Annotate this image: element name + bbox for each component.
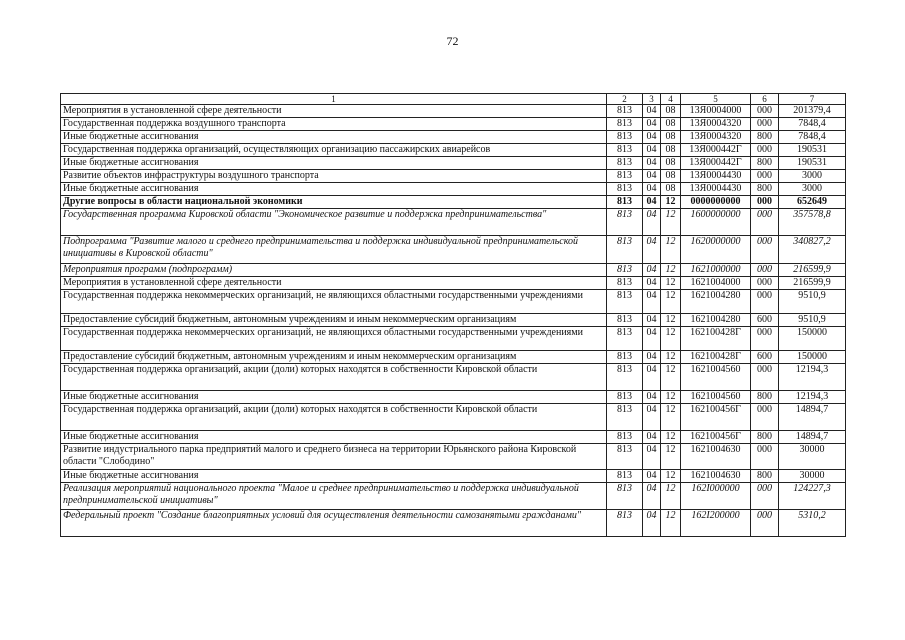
cell-section: 04 <box>643 314 661 327</box>
cell-expense-type: 000 <box>751 510 779 537</box>
cell-name: Государственная программа Кировской области "Экономическое развитие и поддержка предпринимательства" <box>61 209 607 236</box>
cell-section: 04 <box>643 510 661 537</box>
table-body <box>61 105 846 537</box>
cell-amount: 30000 <box>779 470 846 483</box>
cell-target-article: 13Я0004430 <box>681 170 751 183</box>
cell-ministry-code: 813 <box>607 209 643 236</box>
cell-section: 04 <box>643 290 661 314</box>
cell-expense-type: 000 <box>751 118 779 131</box>
table-row <box>61 431 846 444</box>
cell-name: Развитие объектов инфраструктуры воздушного транспорта <box>61 170 607 183</box>
cell-target-article: 1621004000 <box>681 277 751 290</box>
cell-amount: 7848,4 <box>779 118 846 131</box>
cell-expense-type: 000 <box>751 209 779 236</box>
cell-subsection: 08 <box>661 144 681 157</box>
cell-ministry-code: 813 <box>607 404 643 431</box>
cell-ministry-code: 813 <box>607 170 643 183</box>
cell-name: Государственная поддержка организаций, акции (доли) которых находятся в собственности Кировской области <box>61 364 607 391</box>
table-row <box>61 277 846 290</box>
cell-section: 04 <box>643 144 661 157</box>
cell-target-article: 162100428Г <box>681 351 751 364</box>
cell-ministry-code: 813 <box>607 510 643 537</box>
cell-target-article: 13Я0004320 <box>681 118 751 131</box>
cell-amount: 357578,8 <box>779 209 846 236</box>
cell-subsection: 12 <box>661 277 681 290</box>
cell-ministry-code: 813 <box>607 391 643 404</box>
cell-amount: 216599,9 <box>779 277 846 290</box>
cell-subsection: 12 <box>661 327 681 351</box>
header-col-3: 3 <box>643 94 661 105</box>
cell-name: Предоставление субсидий бюджетным, автономным учреждениям и иным некоммерческим организациям <box>61 314 607 327</box>
cell-subsection: 12 <box>661 483 681 510</box>
cell-expense-type: 600 <box>751 351 779 364</box>
table-row <box>61 105 846 118</box>
cell-section: 04 <box>643 431 661 444</box>
cell-expense-type: 000 <box>751 327 779 351</box>
cell-ministry-code: 813 <box>607 236 643 264</box>
cell-target-article: 13Я0004320 <box>681 131 751 144</box>
cell-ministry-code: 813 <box>607 364 643 391</box>
cell-ministry-code: 813 <box>607 196 643 209</box>
cell-section: 04 <box>643 404 661 431</box>
cell-name: Государственная поддержка организаций, осуществляющих организацию пассажирских авиарейсов <box>61 144 607 157</box>
cell-ministry-code: 813 <box>607 118 643 131</box>
cell-amount: 190531 <box>779 157 846 170</box>
cell-name: Государственная поддержка некоммерческих организаций, не являющихся областными государственными учреждениями <box>61 327 607 351</box>
cell-subsection: 12 <box>661 351 681 364</box>
cell-name: Иные бюджетные ассигнования <box>61 391 607 404</box>
table-row <box>61 444 846 470</box>
cell-section: 04 <box>643 236 661 264</box>
cell-ministry-code: 813 <box>607 277 643 290</box>
table-row <box>61 391 846 404</box>
cell-ministry-code: 813 <box>607 483 643 510</box>
table-row <box>61 264 846 277</box>
cell-ministry-code: 813 <box>607 183 643 196</box>
cell-ministry-code: 813 <box>607 131 643 144</box>
cell-amount: 340827,2 <box>779 236 846 264</box>
table-row <box>61 183 846 196</box>
cell-subsection: 08 <box>661 170 681 183</box>
cell-target-article: 1621004280 <box>681 314 751 327</box>
cell-name: Государственная поддержка воздушного транспорта <box>61 118 607 131</box>
cell-section: 04 <box>643 364 661 391</box>
cell-name: Федеральный проект "Создание благоприятных условий для осуществления деятельности самозанятыми гражданами" <box>61 510 607 537</box>
cell-amount: 124227,3 <box>779 483 846 510</box>
table-header-row <box>61 94 846 105</box>
header-col-5: 5 <box>681 94 751 105</box>
cell-name: Государственная поддержка некоммерческих организаций, не являющихся областными государственными учреждениями <box>61 290 607 314</box>
cell-expense-type: 000 <box>751 144 779 157</box>
table-row <box>61 483 846 510</box>
cell-name: Развитие индустриального парка предприятий малого и среднего бизнеса на территории Юрьянского района Кировской области "Слободино" <box>61 444 607 470</box>
cell-ministry-code: 813 <box>607 431 643 444</box>
table-row <box>61 170 846 183</box>
cell-subsection: 12 <box>661 364 681 391</box>
cell-target-article: 13Я000442Г <box>681 157 751 170</box>
cell-name: Подпрограмма "Развитие малого и среднего предпринимательства и поддержка индивидуальной предпринимательской инициативы в Кировской области" <box>61 236 607 264</box>
cell-section: 04 <box>643 444 661 470</box>
cell-amount: 190531 <box>779 144 846 157</box>
cell-expense-type: 000 <box>751 170 779 183</box>
cell-expense-type: 000 <box>751 236 779 264</box>
cell-section: 04 <box>643 470 661 483</box>
cell-section: 04 <box>643 183 661 196</box>
cell-expense-type: 800 <box>751 183 779 196</box>
cell-section: 04 <box>643 118 661 131</box>
header-col-2: 2 <box>607 94 643 105</box>
cell-subsection: 12 <box>661 510 681 537</box>
cell-section: 04 <box>643 196 661 209</box>
cell-amount: 12194,3 <box>779 391 846 404</box>
table-row <box>61 470 846 483</box>
cell-name: Государственная поддержка организаций, акции (доли) которых находятся в собственности Кировской области <box>61 404 607 431</box>
table-row <box>61 351 846 364</box>
cell-target-article: 13Я000442Г <box>681 144 751 157</box>
cell-amount: 201379,4 <box>779 105 846 118</box>
cell-target-article: 13Я0004430 <box>681 183 751 196</box>
cell-name: Предоставление субсидий бюджетным, автономным учреждениям и иным некоммерческим организациям <box>61 351 607 364</box>
cell-amount: 14894,7 <box>779 404 846 431</box>
cell-expense-type: 800 <box>751 157 779 170</box>
cell-section: 04 <box>643 277 661 290</box>
table-row <box>61 327 846 351</box>
cell-section: 04 <box>643 327 661 351</box>
cell-subsection: 12 <box>661 264 681 277</box>
cell-ministry-code: 813 <box>607 470 643 483</box>
cell-expense-type: 000 <box>751 483 779 510</box>
cell-expense-type: 000 <box>751 277 779 290</box>
cell-ministry-code: 813 <box>607 314 643 327</box>
page-number: 72 <box>446 34 459 48</box>
cell-target-article: 162100428Г <box>681 327 751 351</box>
cell-target-article: 162I000000 <box>681 483 751 510</box>
cell-expense-type: 600 <box>751 314 779 327</box>
cell-target-article: 1621004560 <box>681 391 751 404</box>
table-row <box>61 131 846 144</box>
cell-section: 04 <box>643 351 661 364</box>
cell-subsection: 12 <box>661 404 681 431</box>
cell-name: Иные бюджетные ассигнования <box>61 470 607 483</box>
cell-amount: 5310,2 <box>779 510 846 537</box>
cell-section: 04 <box>643 209 661 236</box>
cell-amount: 30000 <box>779 444 846 470</box>
cell-amount: 150000 <box>779 351 846 364</box>
cell-amount: 3000 <box>779 183 846 196</box>
cell-section: 04 <box>643 170 661 183</box>
cell-expense-type: 800 <box>751 431 779 444</box>
table-row <box>61 236 846 264</box>
cell-amount: 9510,9 <box>779 290 846 314</box>
cell-amount: 652649 <box>779 196 846 209</box>
cell-amount: 9510,9 <box>779 314 846 327</box>
cell-subsection: 12 <box>661 209 681 236</box>
cell-target-article: 1621004560 <box>681 364 751 391</box>
header-col-7: 7 <box>779 94 846 105</box>
cell-section: 04 <box>643 131 661 144</box>
cell-subsection: 12 <box>661 444 681 470</box>
cell-expense-type: 000 <box>751 404 779 431</box>
cell-target-article: 1620000000 <box>681 236 751 264</box>
cell-name: Иные бюджетные ассигнования <box>61 183 607 196</box>
cell-expense-type: 800 <box>751 470 779 483</box>
cell-expense-type: 800 <box>751 391 779 404</box>
cell-name: Мероприятия программ (подпрограмм) <box>61 264 607 277</box>
cell-expense-type: 000 <box>751 444 779 470</box>
cell-subsection: 12 <box>661 470 681 483</box>
cell-ministry-code: 813 <box>607 351 643 364</box>
table-row <box>61 209 846 236</box>
table-row <box>61 118 846 131</box>
cell-name: Реализация мероприятий национального проекта "Малое и среднее предпринимательство и поддержка индивидуальной предпринимательской инициативы" <box>61 483 607 510</box>
cell-subsection: 12 <box>661 236 681 264</box>
cell-target-article: 0000000000 <box>681 196 751 209</box>
cell-ministry-code: 813 <box>607 444 643 470</box>
cell-section: 04 <box>643 483 661 510</box>
cell-amount: 7848,4 <box>779 131 846 144</box>
table-row <box>61 364 846 391</box>
table-row <box>61 404 846 431</box>
cell-amount: 3000 <box>779 170 846 183</box>
cell-ministry-code: 813 <box>607 264 643 277</box>
table-row <box>61 196 846 209</box>
cell-name: Иные бюджетные ассигнования <box>61 157 607 170</box>
cell-subsection: 12 <box>661 314 681 327</box>
cell-section: 04 <box>643 157 661 170</box>
cell-section: 04 <box>643 391 661 404</box>
header-col-4: 4 <box>661 94 681 105</box>
cell-subsection: 08 <box>661 183 681 196</box>
cell-target-article: 1600000000 <box>681 209 751 236</box>
cell-section: 04 <box>643 105 661 118</box>
cell-target-article: 162100456Г <box>681 431 751 444</box>
cell-name: Другие вопросы в области национальной экономики <box>61 196 607 209</box>
cell-amount: 12194,3 <box>779 364 846 391</box>
cell-subsection: 12 <box>661 391 681 404</box>
cell-ministry-code: 813 <box>607 157 643 170</box>
table-row <box>61 510 846 537</box>
table-row <box>61 144 846 157</box>
cell-subsection: 08 <box>661 105 681 118</box>
cell-ministry-code: 813 <box>607 105 643 118</box>
header-col-6: 6 <box>751 94 779 105</box>
cell-amount: 150000 <box>779 327 846 351</box>
cell-name: Иные бюджетные ассигнования <box>61 431 607 444</box>
cell-amount: 14894,7 <box>779 431 846 444</box>
cell-ministry-code: 813 <box>607 327 643 351</box>
cell-target-article: 1621004630 <box>681 444 751 470</box>
cell-target-article: 1621004630 <box>681 470 751 483</box>
cell-subsection: 12 <box>661 431 681 444</box>
cell-expense-type: 000 <box>751 105 779 118</box>
cell-target-article: 13Я0004000 <box>681 105 751 118</box>
cell-subsection: 12 <box>661 196 681 209</box>
cell-target-article: 1621000000 <box>681 264 751 277</box>
cell-subsection: 12 <box>661 290 681 314</box>
table-row <box>61 290 846 314</box>
cell-target-article: 162I200000 <box>681 510 751 537</box>
cell-target-article: 1621004280 <box>681 290 751 314</box>
cell-ministry-code: 813 <box>607 144 643 157</box>
cell-subsection: 08 <box>661 157 681 170</box>
cell-expense-type: 000 <box>751 290 779 314</box>
table-row <box>61 314 846 327</box>
cell-amount: 216599,9 <box>779 264 846 277</box>
cell-subsection: 08 <box>661 118 681 131</box>
cell-expense-type: 000 <box>751 264 779 277</box>
cell-name: Мероприятия в установленной сфере деятельности <box>61 277 607 290</box>
table-row <box>61 157 846 170</box>
cell-expense-type: 000 <box>751 196 779 209</box>
header-col-1: 1 <box>61 94 607 105</box>
cell-name: Иные бюджетные ассигнования <box>61 131 607 144</box>
cell-name: Мероприятия в установленной сфере деятельности <box>61 105 607 118</box>
cell-target-article: 162100456Г <box>681 404 751 431</box>
cell-subsection: 08 <box>661 131 681 144</box>
cell-expense-type: 800 <box>751 131 779 144</box>
cell-expense-type: 000 <box>751 364 779 391</box>
cell-ministry-code: 813 <box>607 290 643 314</box>
cell-section: 04 <box>643 264 661 277</box>
budget-table <box>60 93 846 537</box>
